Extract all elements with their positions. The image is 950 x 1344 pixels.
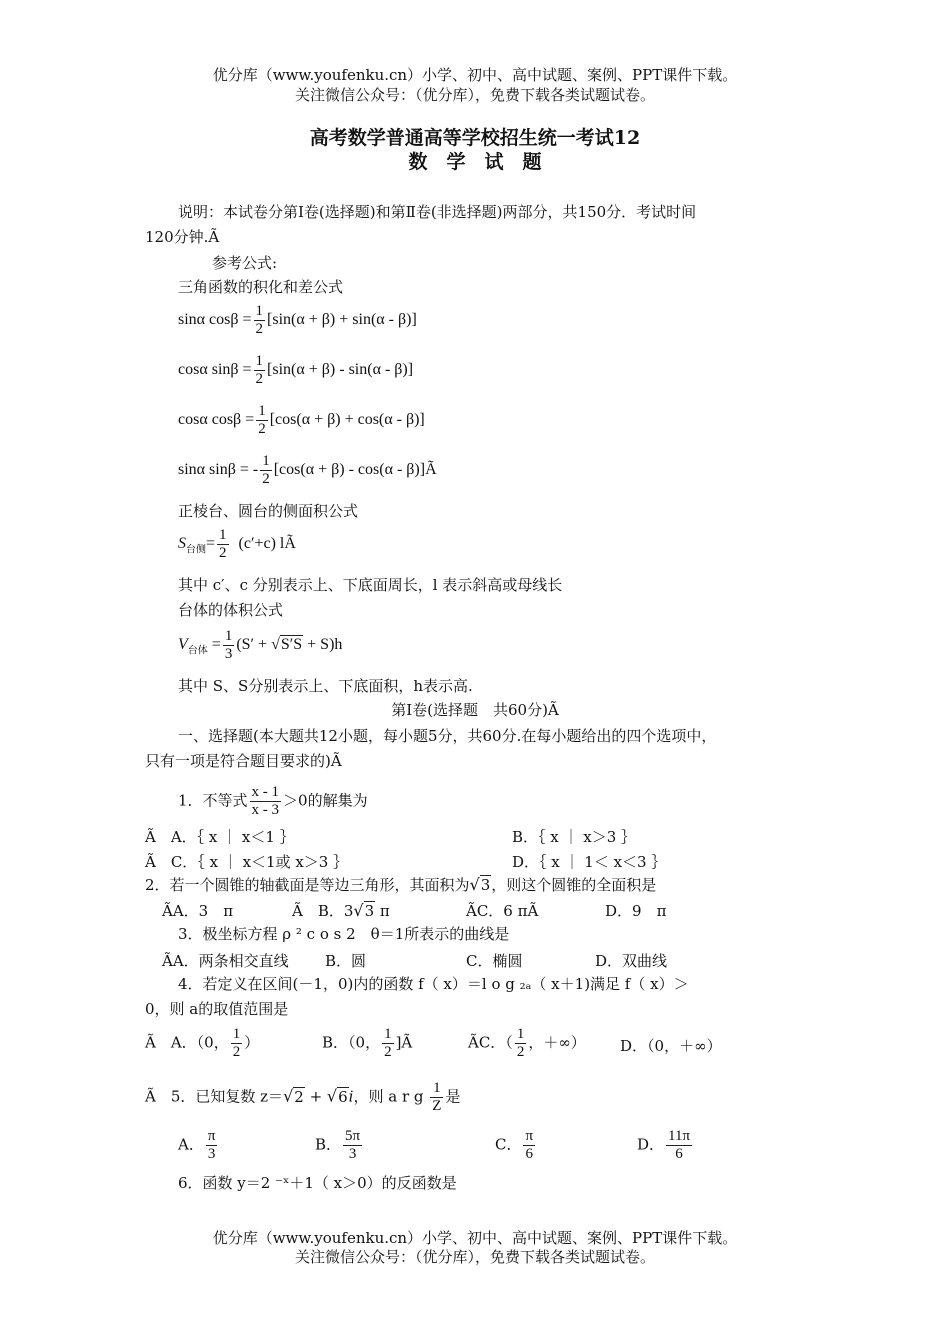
q3-option-d: D．双曲线	[595, 952, 668, 970]
q4-option-d: D．（0，＋∞）	[620, 1037, 722, 1055]
q1-stem-post: ＞0的解集为	[283, 791, 368, 810]
q2-option-d: D．9 π	[605, 902, 667, 920]
half-fraction: $\frac{1}{2}$	[219, 527, 227, 561]
half-fraction: $\frac{1}{2}$	[255, 353, 264, 387]
half-fraction: $\frac{1}{2}$	[255, 303, 264, 337]
v-equals: =	[211, 636, 221, 654]
formula-4	[178, 453, 437, 488]
q1-stem	[178, 784, 368, 819]
sqrt-icon: √	[353, 901, 364, 920]
footer-line-1: 优分库（www.youfenku.cn）小学、初中、高中试题、案例、PPT课件下载。	[212, 1229, 738, 1247]
intro-line-1: 说明：本试卷分第Ⅰ卷(选择题)和第Ⅱ卷(非选择题)两部分，共150分．考试时间	[178, 203, 697, 221]
formula-2-left: cosα sinβ =	[178, 361, 252, 379]
volume-note: 其中 S、S分别表示上、下底面积，h表示高.	[178, 677, 473, 695]
formula-2-right: [sin(α + β) - sin(α - β)]	[267, 361, 414, 379]
header-line-1: 优分库（www.youfenku.cn）小学、初中、高中试题、案例、PPT课件下载。	[212, 66, 738, 84]
sqrt-icon: √	[283, 1086, 294, 1106]
sqrt-icon: √	[469, 875, 480, 894]
q5-fraction: $\frac{1}{Z}$	[432, 1080, 442, 1114]
formula-3-right: [cos(α + β) + cos(α - β)]	[269, 411, 425, 429]
v-subscript: 台体	[187, 645, 208, 657]
header-line-2: 关注微信公众号：（优分库），免费下载各类试题试卷。	[294, 86, 655, 104]
q4-option-a: Ã A．（0， $\frac{1}{2}$ ）	[145, 1026, 260, 1060]
s-subscript: 台侧	[186, 544, 206, 556]
intro-line-2: 120分钟.Ã	[145, 228, 220, 246]
q1-option-d: D．｛ x ｜ 1＜ x＜3 ｝	[512, 853, 667, 871]
q1-fraction: $\frac{x - 1}{x - 3}$	[251, 784, 280, 818]
part1-heading: 第Ⅰ卷(选择题 共60分)Ã	[391, 701, 559, 719]
formula-3	[178, 403, 425, 438]
q1-option-b: B．｛ x ｜ x＞3 ｝	[512, 828, 637, 846]
half-fraction: $\frac{1}{2}$	[516, 1026, 525, 1060]
formula-2	[178, 353, 413, 388]
v-symbol: V	[178, 636, 188, 654]
q5-option-b: B． $\frac{5\pi}{3}$	[315, 1128, 361, 1162]
sqrt-icon: √	[271, 636, 280, 654]
q2-option-a: ÃA．3 π	[162, 902, 234, 920]
volume-close: + S)h	[303, 636, 343, 654]
q2-option-c: ÃC．6 πÃ	[466, 902, 539, 920]
formula-1-left: sinα cosβ =	[178, 311, 252, 329]
half-fraction: $\frac{1}{2}$	[384, 1026, 392, 1060]
half-fraction: $\frac{1}{2}$	[258, 403, 266, 437]
part1-instruction-2: 只有一项是符合题目要求的)Ã	[145, 752, 342, 770]
q2-stem-pre: 2．若一个圆锥的轴截面是等边三角形，其面积为	[145, 876, 470, 894]
s-symbol: S	[178, 535, 186, 553]
volume-open: (S′ +	[236, 636, 272, 654]
sqrt-icon: √	[326, 1086, 338, 1106]
q4-stem-1: 4．若定义在区间(－1，0)内的函数 f（ x）＝l o g ₂ₐ（ x＋1)满足 f（ x）＞	[178, 975, 689, 993]
q4-option-b: B．（0， $\frac{1}{2}$ ]Ã	[322, 1026, 413, 1060]
q4-stem-2: 0，则 a的取值范围是	[145, 1000, 289, 1018]
s-equals: =	[206, 535, 216, 553]
q1-option-a: Ã A．｛ x ｜ x＜1 ｝	[145, 828, 295, 846]
q5-option-d: D． $\frac{11\pi}{6}$	[637, 1128, 691, 1162]
q6-stem: 6．函数 y＝2 ⁻ˣ＋1（ x＞0）的反函数是	[178, 1174, 457, 1192]
volume-formula	[178, 628, 342, 663]
lateral-area-formula	[178, 527, 296, 562]
half-fraction: $\frac{1}{2}$	[232, 1026, 241, 1060]
q3-option-b: B．圆	[325, 952, 367, 970]
q4-option-c: ÃC．（ $\frac{1}{2}$ ，＋∞）	[468, 1026, 586, 1060]
lateral-area-note: 其中 c′、c 分别表示上、下底面周长，l 表示斜高或母线长	[178, 576, 563, 594]
third-fraction: $\frac{1}{3}$	[224, 628, 233, 662]
formula-4-right: [cos(α + β) - cos(α - β)]Ã	[273, 461, 437, 479]
q5-option-c: C． $\frac{\pi}{6}$	[495, 1128, 534, 1162]
exam-subtitle: 数 学 试 题	[408, 151, 542, 173]
footer-line-2: 关注微信公众号：（优分库），免费下载各类试题试卷。	[294, 1248, 655, 1266]
q3-option-a: ÃA．两条相交直线	[162, 952, 289, 970]
q2-sqrt: 3	[480, 876, 491, 894]
frustum-heading: 正棱台、圆台的侧面积公式	[178, 502, 359, 520]
q2-option-b: Ã B．3√3 π	[292, 901, 390, 920]
q2-stem	[145, 875, 656, 894]
exam-title: 高考数学普通高等学校招生统一考试12	[309, 127, 641, 149]
q3-option-c: C．椭圆	[466, 952, 523, 970]
reference-label: 参考公式:	[212, 254, 278, 272]
formula-1-right: [sin(α + β) + sin(α - β)]	[267, 311, 417, 329]
lateral-area-right: (c′+c) lÃ	[238, 535, 296, 553]
q3-stem: 3．极坐标方程 ρ ² c o s 2 θ＝1所表示的曲线是	[178, 925, 510, 943]
q1-option-c: Ã C．｛ x ｜ x＜1或 x＞3 ｝	[145, 853, 349, 871]
formula-1	[178, 303, 417, 338]
q2-stem-post: ，则这个圆锥的全面积是	[491, 876, 657, 894]
formula-4-left: sinα sinβ = -	[178, 461, 259, 479]
part1-instruction-1: 一、选择题(本大题共12小题，每小题5分，共60分.在每小题给出的四个选项中，	[178, 727, 717, 745]
half-fraction: $\frac{1}{2}$	[262, 453, 270, 487]
volume-sqrt: S′S	[280, 636, 303, 654]
q5-stem: Ã 5．已知复数 z＝√2 + √6i，则 a r g $\frac{1}{Z}$ 是	[145, 1080, 461, 1114]
q1-stem-pre: 1．不等式	[178, 791, 248, 810]
volume-heading: 台体的体积公式	[178, 601, 284, 619]
q5-option-a: A． $\frac{\pi}{3}$	[178, 1128, 216, 1162]
trig-heading: 三角函数的积化和差公式	[178, 278, 344, 296]
formula-3-left: cosα cosβ =	[178, 411, 255, 429]
